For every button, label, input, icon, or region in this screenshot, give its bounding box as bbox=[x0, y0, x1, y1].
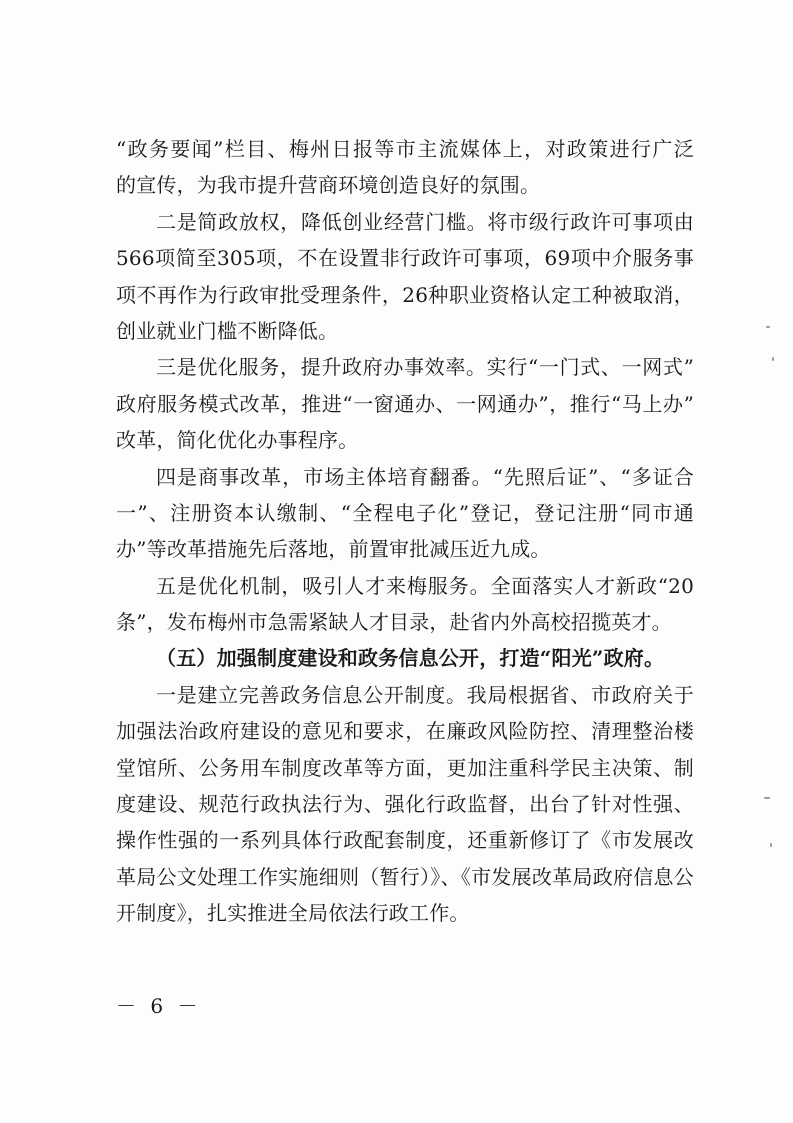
text-line: 堂馆所、公务用车制度改革等方面，更加注重科学民主决策、制 bbox=[116, 755, 694, 780]
text-line: 566项简至305项，不在设置非行政许可事项，69项中介服务事 bbox=[116, 246, 694, 271]
text-line: 三是优化服务，提升政府办事效率。实行“一门式、一网式” bbox=[156, 355, 694, 380]
text-line: 政府服务模式改革，推进“一窗通办、一网通办”，推行“马上办” bbox=[116, 391, 694, 416]
section-heading: （五）加强制度建设和政务信息公开，打造“阳光”政府。 bbox=[156, 646, 665, 671]
text-line: 开制度》，扎实推进全局依法行政工作。 bbox=[116, 901, 470, 926]
text-line: 办”等改革措施先后落地，前置审批减压近九成。 bbox=[116, 537, 551, 562]
scan-speck bbox=[772, 357, 774, 361]
page-number: － 6 － bbox=[116, 994, 202, 1018]
text-line: 条”，发布梅州市急需紧缺人才目录，赴省内外高校招揽英才。 bbox=[116, 610, 672, 635]
text-line: 革局公文处理工作实施细则（暂行）》、《市发展改革局政府信息公 bbox=[116, 864, 694, 889]
text-line: “政务要闻”栏目、梅州日报等市主流媒体上，对政策进行广泛 bbox=[116, 137, 694, 161]
text-line: 五是优化机制，吸引人才来梅服务。全面落实人才新政“20 bbox=[156, 573, 694, 598]
text-line: 二是简政放权，降低创业经营门槛。将市级行政许可事项由 bbox=[156, 209, 694, 234]
scan-speck bbox=[770, 843, 772, 847]
text-line: 四是商事改革，市场主体培育翻番。“先照后证”、“多证合 bbox=[156, 464, 694, 489]
document-body bbox=[116, 131, 694, 932]
scan-speck bbox=[766, 326, 770, 328]
text-line: 加强法治政府建设的意见和要求，在廉政风险防控、清理整治楼 bbox=[116, 719, 694, 744]
text-line: 一是建立完善政务信息公开制度。我局根据省、市政府关于 bbox=[156, 682, 694, 707]
text-line: 一”、注册资本认缴制、“全程电子化”登记，登记注册“同市通 bbox=[116, 500, 694, 525]
text-line: 操作性强的一系列具体行政配套制度，还重新修订了《市发展改 bbox=[116, 828, 694, 853]
text-line: 度建设、规范行政执法行为、强化行政监督，出台了针对性强、 bbox=[116, 792, 694, 817]
text-line: 的宣传，为我市提升营商环境创造良好的氛围。 bbox=[116, 173, 541, 198]
text-line: 改革，简化优化办事程序。 bbox=[116, 428, 359, 453]
text-line: 创业就业门槛不断降低。 bbox=[116, 318, 339, 343]
scan-speck bbox=[764, 797, 770, 799]
text-line: 项不再作为行政审批受理条件，26种职业资格认定工种被取消， bbox=[116, 282, 694, 307]
